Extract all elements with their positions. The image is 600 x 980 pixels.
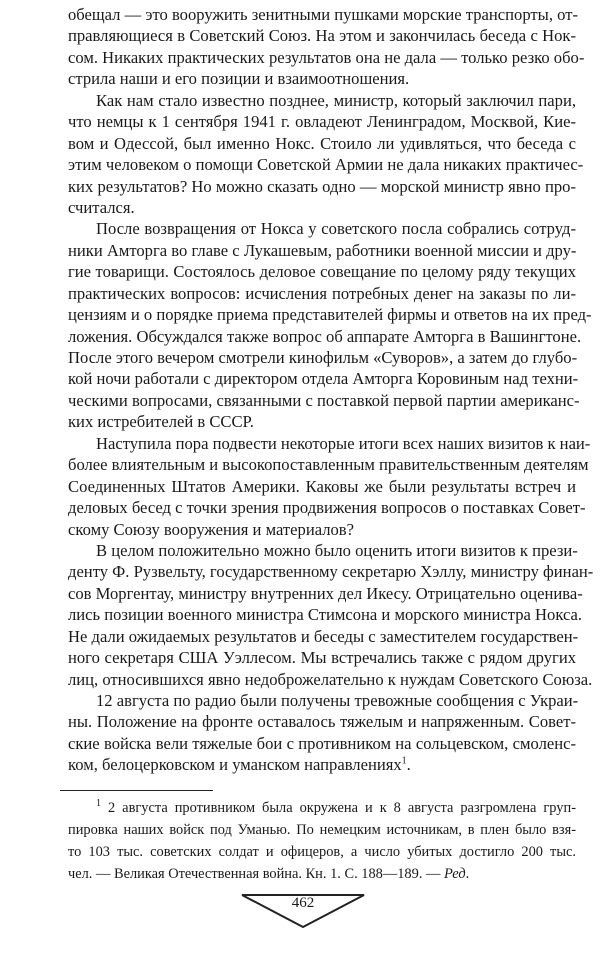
text-line xyxy=(68,411,576,432)
text-line xyxy=(68,176,576,197)
footnote-divider xyxy=(60,790,213,791)
footnote-text: 2 августа противником была окружена и к 8 августа разгромлена груп- xyxy=(108,800,576,816)
paragraph xyxy=(68,90,584,219)
text-line xyxy=(68,326,582,347)
text-line xyxy=(68,433,591,454)
text-line-content: ного секретаря США Уэллесом. Мы встречались также с рядом других xyxy=(68,648,576,668)
text-line-content: ких истребителей в СССР. xyxy=(68,412,254,432)
text-line-content: Соединенных Штатов Америки. Каковы же были результаты встреч и xyxy=(68,476,576,496)
text-line-content: лиц, относившихся явно недоброжелательно к нуждам Советского Союза. xyxy=(68,669,593,689)
text-line xyxy=(68,4,576,25)
text-line-content: 12 августа по радио были получены тревожные сообщения с Украи- xyxy=(96,691,579,710)
text-line xyxy=(68,626,579,647)
text-line xyxy=(68,583,583,604)
text-line xyxy=(68,90,576,111)
body-text xyxy=(68,4,594,776)
text-line xyxy=(68,111,576,132)
page-number-badge xyxy=(240,893,366,929)
text-line xyxy=(68,197,576,218)
text-line xyxy=(68,240,576,261)
text-line xyxy=(68,25,576,46)
footnote-marker: 1 xyxy=(96,798,101,810)
text-line xyxy=(68,68,576,89)
text-line-content: ники Амторга во главе с Лукашевым, работники военной миссии и дру- xyxy=(68,240,577,260)
text-line-content: что немцы к 1 сентября 1941 г. овладеют Ленинградом, Москвой, Кие- xyxy=(68,112,576,132)
text-line-content: гие товарищи. Состоялось деловое совещание по целому ряду текущих xyxy=(68,262,576,282)
paragraph xyxy=(68,540,594,690)
text-line xyxy=(68,561,594,582)
text-line-content: этим человеком о помощи Советской Армии не дала никаких практичес- xyxy=(68,155,584,175)
text-line-content: После возвращения от Нокса у советского посла собрались сотруд- xyxy=(96,219,576,239)
text-line-content: цензиям и о порядке приема представителей фирмы и ответов на их пред- xyxy=(68,305,592,325)
text-line xyxy=(68,454,589,475)
text-line xyxy=(68,540,576,561)
text-line-content: кой ночи работали с директором отдела Амторга Коровиным над техни- xyxy=(68,369,579,389)
text-line-content: скому Союзу вооружения и материалов? xyxy=(68,519,354,539)
text-line-content: считался. xyxy=(68,197,135,217)
text-line-content: более влиятельным и высокопоставленным правительственным деятелям xyxy=(68,455,589,475)
footnote-reference[interactable]: 1 xyxy=(401,755,407,767)
text-line xyxy=(68,604,583,625)
text-line-content: денту Ф. Рузвельту, государственному секретарю Хэллу, министру финан- xyxy=(68,562,594,582)
text-line-content: обещал — это вооружить зенитными пушками морские транспорты, от- xyxy=(68,5,578,24)
text-line-content: вом и Одессой, был именно Нокс. Стоило ли удивляться, что беседа с xyxy=(68,133,576,153)
text-line: ком, белоцерковском и уманском направлениях$^1$. xyxy=(68,755,411,775)
text-line-content: Как нам стало известно позднее, министр, который заключил пари, xyxy=(96,90,576,110)
page-number: 462 xyxy=(291,895,315,911)
text-line-content: ны. Положение на фронте оставалось тяжелым и напряженным. Совет- xyxy=(68,712,576,732)
paragraph xyxy=(68,433,591,540)
text-line-content: ческими вопросами, связанными с поставкой первой партии американс- xyxy=(68,390,580,410)
text-line xyxy=(68,711,576,732)
editor-note: Ред xyxy=(444,866,466,882)
text-line-content: ких результатов? Но можно сказать одно — морской министр явно про- xyxy=(68,176,576,196)
text-line-content: ком, белоцерковском и уманском направлениях xyxy=(68,755,402,775)
text-line-content: В целом положительно можно было оценить итоги визитов к прези- xyxy=(96,540,578,560)
footnote-text: чел. — Великая Отечественная война. Кн. 1. С. 188—189. — xyxy=(68,866,441,882)
text-line xyxy=(68,154,584,175)
text-line-content: правляющиеся в Советский Союз. На этом и закончилась беседа с Нок- xyxy=(68,26,576,46)
text-line xyxy=(68,133,576,154)
paragraph xyxy=(68,218,592,432)
text-line-content: ские войска вели тяжелые бои с противником на сольцевском, смоленс- xyxy=(68,733,576,753)
footnote-line: чел. — Великая Отечественная война. Кн. 1. С. 188—189. — Ред. xyxy=(68,866,470,882)
text-line xyxy=(68,669,593,690)
text-line xyxy=(68,497,586,518)
text-line xyxy=(68,733,576,754)
paragraph xyxy=(68,4,585,90)
paragraph xyxy=(68,690,579,776)
text-line xyxy=(68,476,576,497)
text-line xyxy=(68,347,576,368)
text-line-content: После этого вечером смотрели кинофильм «Суворов», а затем до глубо- xyxy=(68,348,578,367)
text-line xyxy=(68,304,592,325)
footnote-line xyxy=(68,841,576,863)
text-line-content: ложения. Обсуждался также вопрос об аппарате Амторга в Вашингтоне. xyxy=(68,326,582,346)
text-line xyxy=(68,690,579,711)
footnote-line xyxy=(68,819,576,841)
footnote xyxy=(68,797,576,885)
text-line xyxy=(68,218,576,239)
text-line xyxy=(68,283,576,304)
text-line-content: деловых бесед с точки зрения продвижения вопросов о поставках Совет- xyxy=(68,498,586,518)
text-line xyxy=(68,47,585,68)
text-line xyxy=(68,261,576,282)
text-line xyxy=(68,519,576,540)
text-line-content: Не дали ожидаемых результатов и беседы с заместителем государствен- xyxy=(68,626,579,646)
text-line xyxy=(68,368,579,389)
text-line-content: Наступила пора подвести некоторые итоги всех наших визитов к наи- xyxy=(96,433,591,453)
footnote-line xyxy=(68,797,576,819)
footnote-text: пировка наших войск под Уманью. По немецким источникам, в плен было взя- xyxy=(68,822,576,838)
text-line xyxy=(68,647,576,668)
text-line-content: сов Моргентау, министру внутренних дел Икесу. Отрицательно оценива- xyxy=(68,583,583,603)
text-line xyxy=(68,390,580,411)
text-line-content: практических вопросов: исчисления потребных денег на заказы по ли- xyxy=(68,283,576,303)
footnote-text: то 103 тыс. советских солдат и офицеров, а число убитых достигло 200 тыс. xyxy=(68,844,576,860)
text-line-content: сом. Никаких практических результатов она не дала — только резко обо- xyxy=(68,47,585,67)
text-line-content: стрила наши и его позиции и взаимоотношения. xyxy=(68,69,410,89)
text-line-content: лись позиции военного министра Стимсона и морского министра Нокса. xyxy=(68,605,583,625)
